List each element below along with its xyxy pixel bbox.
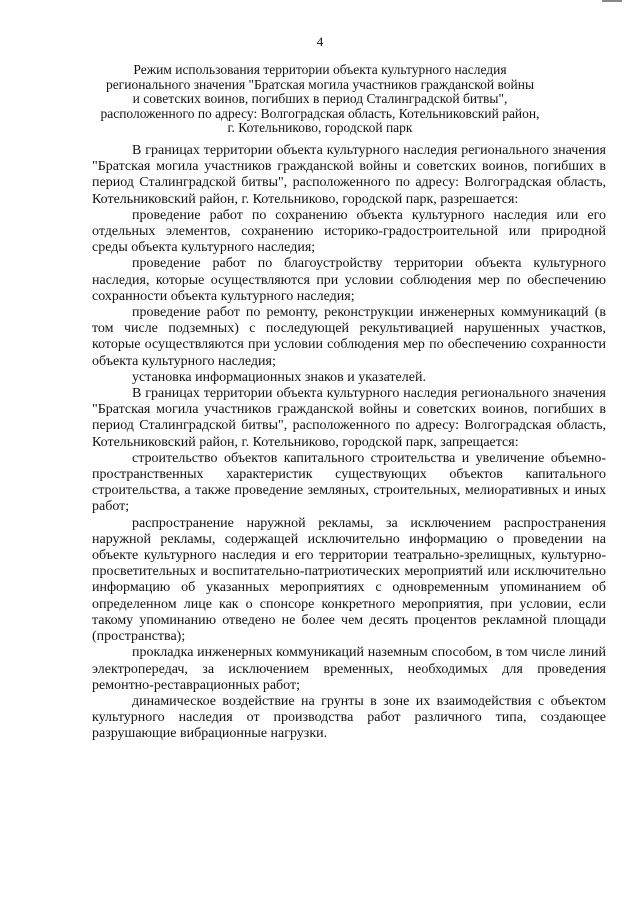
document-body: [92, 143, 606, 743]
title-line: и советских воинов, погибших в период Сталинградской битвы",: [132, 91, 508, 106]
paragraph-prohibited-item: прокладка инженерных коммуникаций наземным способом, в том числе линий электропередач, за исключением временных, необходимых для проведения ремонтно-реставрационных работ;: [92, 645, 606, 693]
paragraph-permitted-item: установка информационных знаков и указателей.: [132, 369, 426, 385]
title-line: Режим использования территории объекта культурного наследия: [133, 62, 507, 77]
paragraph-prohibited-item: строительство объектов капитального строительства и увеличение объемно-пространственных характеристик существующих объектов капитального строительства, а также проведение земляных, строительных, мелиоративных и иных работ;: [92, 450, 606, 515]
paragraph-permitted-intro: В границах территории объекта культурного наследия регионального значения "Братская могила участников гражданской войны и советских воинов, погибших в период Сталинградской битвы", расположенного по адресу: Волгоградская область, Котельниковский район, г. Котельниково, городской парк, разрешается:: [92, 143, 606, 207]
document-title: [60, 63, 580, 136]
paragraph-permitted-item: проведение работ по сохранению объекта культурного наследия или его отдельных элементов, сохранению историко-градостроительной или природной среды объекта культурного наследия;: [92, 207, 606, 256]
paragraph-prohibited-item: динамическое воздействие на грунты в зоне их взаимодействия с объектом культурного наследия от производства работ различного типа, создающее разрушающие вибрационные нагрузки.: [92, 693, 606, 742]
scan-edge-mark: [602, 0, 622, 2]
title-line: г. Котельниково, городской парк: [227, 120, 413, 135]
title-line: регионального значения "Братская могила участников гражданской войны: [105, 76, 535, 92]
title-line: расположенного по адресу: Волгоградская область, Котельниковский район,: [100, 105, 540, 121]
paragraph-prohibited-item: распространение наружной рекламы, за исключением распространения наружной рекламы, содержащей исключительно информацию о проведении на объекте культурного наследия и его территории театрально-зрелищных, культурно-просветительных и воспитательно-патриотических мероприятий или исключительно информацию об указанных мероприятиях с одновременным упоминанием об определенном лице как о спонсоре конкретного мероприятия, при условии, если такому упоминанию отведено не более чем десять процентов рекламной площади (пространства);: [92, 515, 606, 645]
paragraph-permitted-item: проведение работ по ремонту, реконструкции инженерных коммуникаций (в том числе подземных) с последующей рекультивацией нарушенных участков, которые осуществляются при условии соблюдения мер по обеспечению сохранности объекта культурного наследия;: [92, 305, 606, 369]
paragraph-permitted-item: проведение работ по благоустройству территории объекта культурного наследия, которые осуществляются при условии соблюдения мер по обеспечению сохранности объекта культурного наследия;: [92, 256, 606, 304]
page-number: 4: [316, 34, 324, 49]
paragraph-prohibited-intro: В границах территории объекта культурного наследия регионального значения "Братская могила участников гражданской войны и советских воинов, погибших в период Сталинградской битвы", расположенного по адресу: Волгоградская область, Котельниковский район, г. Котельниково, городской парк, запрещается:: [92, 386, 606, 450]
